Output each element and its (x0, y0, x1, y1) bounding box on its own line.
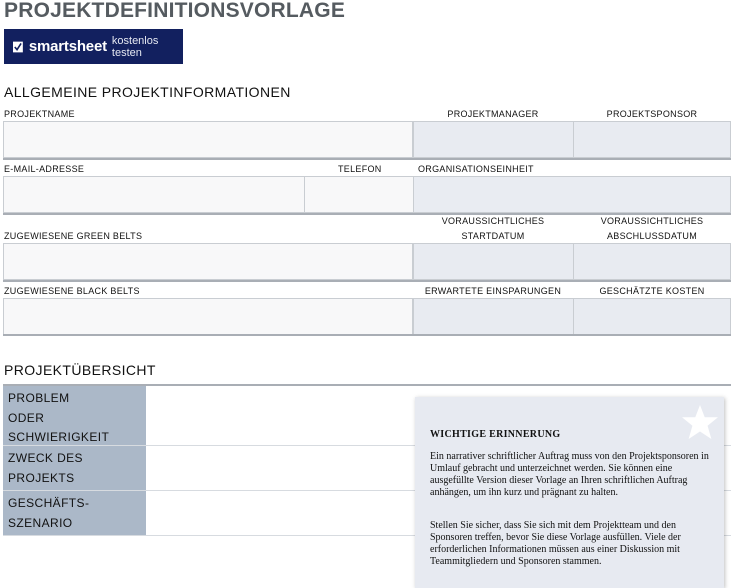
label-start-date-line1: VORAUSSICHTLICHES (441, 216, 545, 226)
label-project-manager: PROJEKTMANAGER (447, 109, 539, 119)
star-icon (681, 404, 719, 440)
overview-label-line: ZWECK DES (8, 451, 83, 465)
logo-brand: smartsheet (28, 38, 107, 55)
phone-field[interactable] (304, 176, 414, 213)
overview-label-line: SCHWIERIGKEIT (8, 430, 110, 444)
overview-label-line: GESCHÄFTS- (8, 496, 90, 510)
overview-label-business-case (3, 491, 146, 535)
overview-label-purpose (3, 446, 146, 490)
label-phone: TELEFON (338, 164, 382, 174)
smartsheet-check-icon (13, 41, 23, 53)
project-name-field[interactable] (3, 121, 413, 158)
reminder-paragraph-1: Ein narrativer schriftlicher Auftrag muss von den Projektsponsoren in Umlauf gebracht und unterzeichnet werden. Sie können eine ausgefüllte Version dieser Vorlage an Ihren schriftlichen Auftrag anhängen, um ihn kurz und prägnant zu halten. (430, 451, 709, 498)
start-date-field[interactable] (413, 243, 574, 280)
page-title: PROJEKTDEFINITIONSVORLAGE (4, 0, 346, 22)
black-belts-field[interactable] (3, 298, 413, 335)
label-start-date-line2: STARTDATUM (461, 231, 525, 241)
label-end-date-line1: VORAUSSICHTLICHES (600, 216, 704, 226)
reminder-heading: WICHTIGE ERINNERUNG (430, 429, 561, 440)
label-end-date-line2: ABSCHLUSSDATUM (606, 231, 698, 241)
end-date-field[interactable] (573, 243, 731, 280)
reminder-paragraph-2: Stellen Sie sicher, dass Sie sich mit dem Projektteam und den Sponsoren treffen, bevor Sie diese Vorlage ausfüllen. Viele der erforderlichen Informationen müssen aus einer Diskussion mit Teammitgliedern und Sponsoren stammen. (430, 520, 681, 567)
row-divider (3, 334, 731, 336)
project-sponsor-field[interactable] (573, 121, 731, 158)
estimated-costs-field[interactable] (573, 298, 731, 335)
label-black-belts: ZUGEWIESENE BLACK BELTS (4, 286, 140, 296)
green-belts-field[interactable] (3, 243, 413, 280)
overview-label-line: PROJEKTS (8, 470, 75, 485)
overview-label-line: SZENARIO (8, 515, 73, 530)
logo-cta: kostenlos testen (111, 34, 159, 59)
label-estimated-costs: GESCHÄTZTE KOSTEN (599, 286, 705, 296)
reminder-callout (415, 397, 724, 588)
expected-savings-field[interactable] (413, 298, 574, 335)
row-divider (3, 280, 731, 282)
label-project-name: PROJEKTNAME (4, 109, 75, 119)
email-field[interactable] (3, 176, 305, 213)
overview-label-line: ODER (8, 410, 45, 425)
label-email: E-MAIL-ADRESSE (4, 164, 85, 174)
project-manager-field[interactable] (413, 121, 574, 158)
label-green-belts: ZUGEWIESENE GREEN BELTS (4, 231, 143, 241)
org-unit-field[interactable] (413, 176, 731, 213)
row-divider (3, 213, 731, 215)
overview-label-line: PROBLEM (8, 391, 70, 405)
overview-label-problem (3, 386, 146, 445)
row-divider (3, 158, 731, 160)
section-heading-overview: PROJEKTÜBERSICHT (4, 362, 156, 378)
label-org-unit: ORGANISATIONSEINHEIT (418, 164, 534, 174)
section-heading-general: ALLGEMEINE PROJEKTINFORMATIONEN (4, 84, 291, 100)
label-expected-savings: ERWARTETE EINSPARUNGEN (424, 286, 562, 296)
label-project-sponsor: PROJEKTSPONSOR (606, 109, 698, 119)
smartsheet-logo-button[interactable] (4, 29, 183, 64)
